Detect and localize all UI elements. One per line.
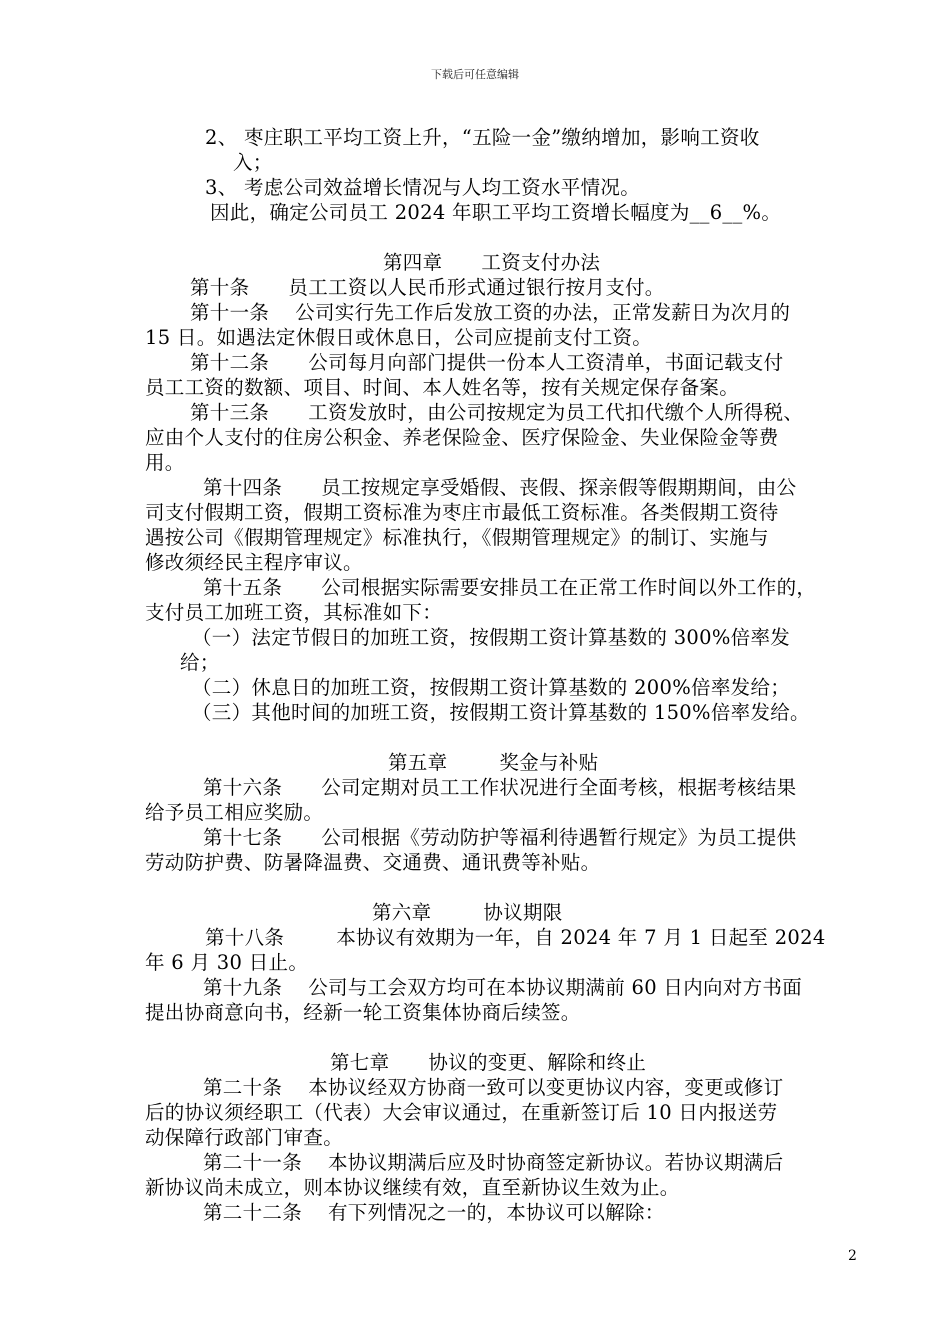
article-line: 修改须经民主程序审议。 <box>145 551 363 574</box>
article-line: 后的协议须经职工（代表）大会审议通过，在重新签订后 10 日内报送劳 <box>145 1101 778 1124</box>
article-line: 遇按公司《假期管理规定》标准执行，《假期管理规定》的制订、实施与 <box>145 526 769 549</box>
article-line: 第十四条 员工按规定享受婚假、丧假、探亲假等假期期间，由公 <box>203 476 797 499</box>
article-line: 第十九条 公司与工会双方均可在本协议期满前 60 日内向对方书面 <box>203 976 803 999</box>
article-line: 第十六条 公司定期对员工工作状况进行全面考核，根据考核结果 <box>203 776 797 799</box>
article-line: 第十八条 本协议有效期为一年，自 2024 年 7 月 1 日起至 2024 <box>205 926 826 949</box>
chapter-heading: 第五章 奖金与补贴 <box>388 751 599 774</box>
page-number: 2 <box>848 1248 857 1264</box>
list-item-continuation: 入； <box>233 151 273 174</box>
article-line: 用。 <box>145 451 185 474</box>
article-line: 给予员工相应奖励。 <box>145 801 324 824</box>
conclusion-line: 因此，确定公司员工 2024 年职工平均工资增长幅度为__6__%。 <box>210 201 782 224</box>
article-line: 提出协商意向书，经新一轮工资集体协商后续签。 <box>145 1001 581 1024</box>
article-line: 年 6 月 30 日止。 <box>145 951 309 974</box>
article-line: 第二十条 本协议经双方协商一致可以变更协议内容，变更或修订 <box>203 1076 784 1099</box>
article-line: 15 日。如遇法定休假日或休息日，公司应提前支付工资。 <box>145 326 653 349</box>
list-item: （三）其他时间的加班工资，按假期工资计算基数的 150%倍率发给。 <box>192 701 810 724</box>
article-line: 新协议尚未成立，则本协议继续有效，直至新协议生效为止。 <box>145 1176 680 1199</box>
list-item-continuation: 给； <box>180 651 220 674</box>
article-line: 员工工资的数额、项目、时间、本人姓名等，按有关规定保存备案。 <box>145 376 740 399</box>
article-line: 司支付假期工资，假期工资标准为枣庄市最低工资标准。各类假期工资待 <box>145 501 779 524</box>
article-line: 动保障行政部门审查。 <box>145 1126 344 1149</box>
chapter-heading: 第六章 协议期限 <box>372 901 563 924</box>
article-line: 第二十二条 有下列情况之一的，本协议可以解除： <box>203 1201 665 1224</box>
article-line: 劳动防护费、防暑降温费、交通费、通讯费等补贴。 <box>145 851 601 874</box>
article-line: 第十五条 公司根据实际需要安排员工在正常工作时间以外工作的， <box>203 576 817 599</box>
chapter-heading: 第七章 协议的变更、解除和终止 <box>330 1051 647 1074</box>
article-line: 第十三条 工资发放时，由公司按规定为员工代扣代缴个人所得税、 <box>190 401 804 424</box>
page-header: 下载后可任意编辑 <box>431 68 519 81</box>
list-item: 3、 考虑公司效益增长情况与人均工资水平情况。 <box>205 176 641 199</box>
article-line: 第十二条 公司每月向部门提供一份本人工资清单，书面记载支付 <box>190 351 784 374</box>
article-line: 第十一条 公司实行先工作后发放工资的办法，正常发薪日为次月的 <box>190 301 791 324</box>
article-line: 支付员工加班工资，其标准如下： <box>145 601 443 624</box>
article-line: 第十七条 公司根据《劳动防护等福利待遇暂行规定》为员工提供 <box>203 826 797 849</box>
article-line: 第二十一条 本协议期满后应及时协商签定新协议。若协议期满后 <box>203 1151 784 1174</box>
article-line: 第十条 员工工资以人民币形式通过银行按月支付。 <box>190 276 665 299</box>
list-item: 2、 枣庄职工平均工资上升，“五险一金”缴纳增加，影响工资收 <box>205 126 760 149</box>
article-line: 应由个人支付的住房公积金、养老保险金、医疗保险金、失业保险金等费 <box>145 426 779 449</box>
chapter-heading: 第四章 工资支付办法 <box>383 251 601 274</box>
list-item: （一）法定节假日的加班工资，按假期工资计算基数的 300%倍率发 <box>192 626 791 649</box>
list-item: （二）休息日的加班工资，按假期工资计算基数的 200%倍率发给； <box>192 676 791 699</box>
